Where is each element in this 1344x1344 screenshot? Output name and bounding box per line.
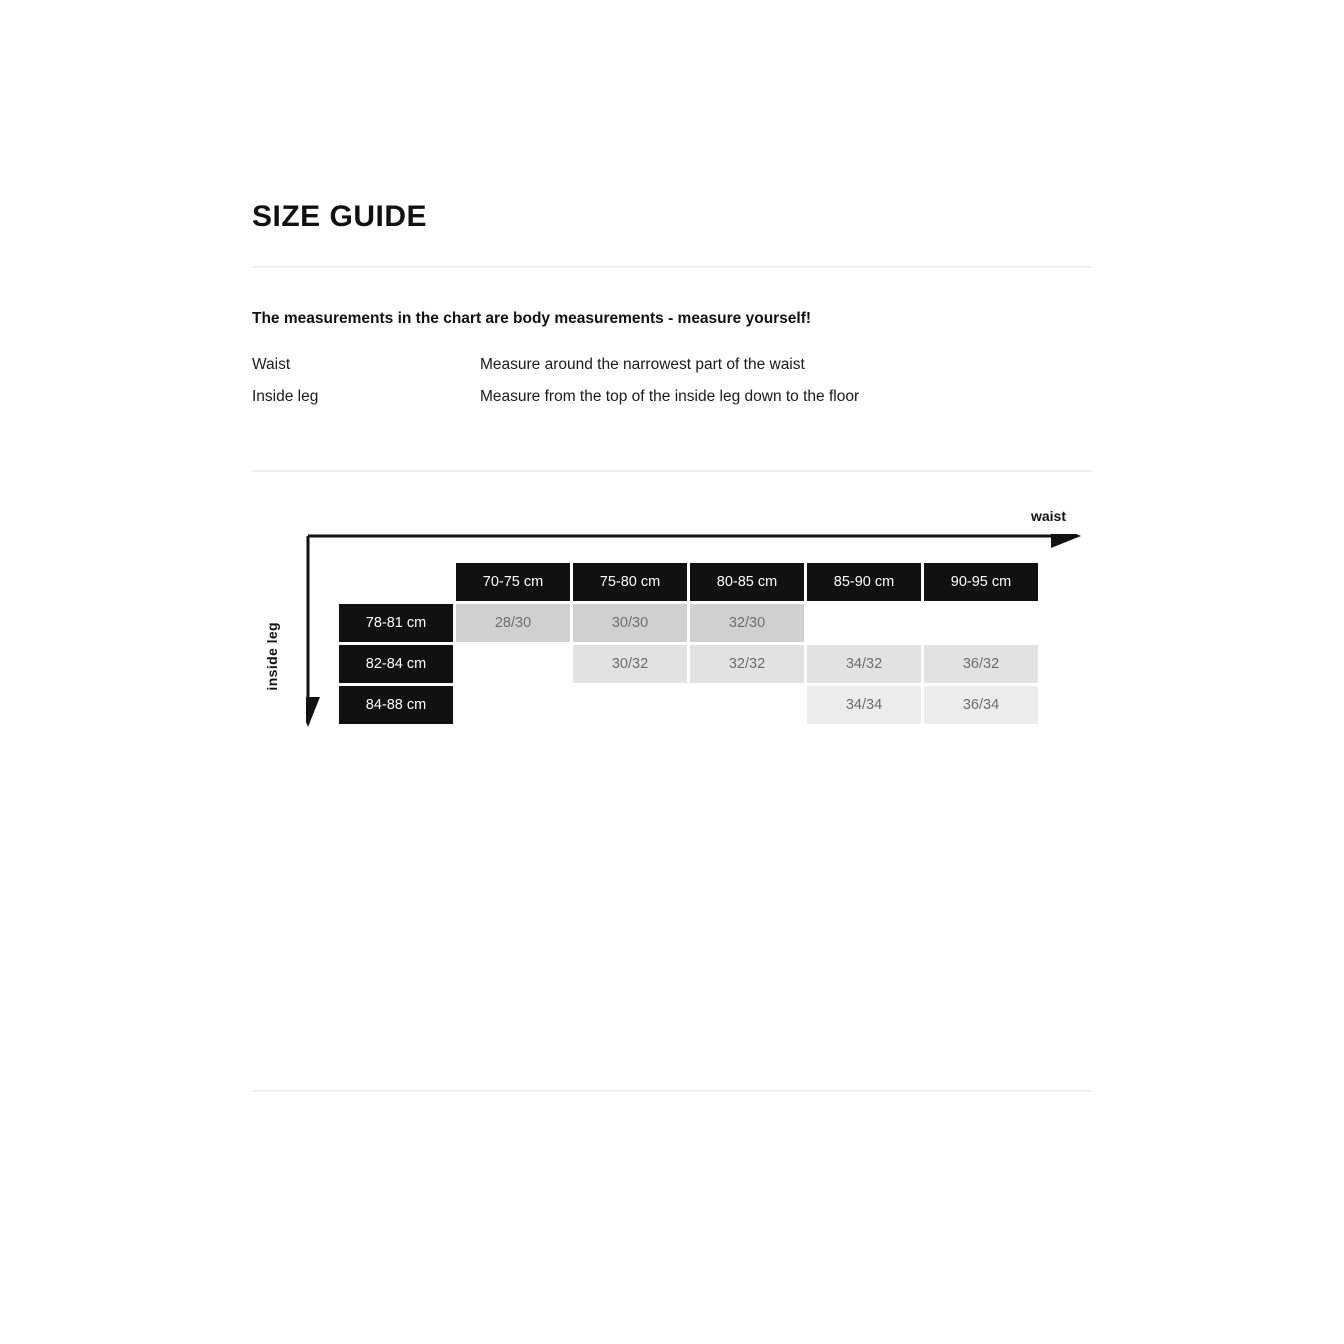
row-header-2: 82-84 cm <box>339 645 453 683</box>
definition-row-waist <box>252 356 1092 374</box>
table-row <box>339 645 1038 683</box>
table-corner-cell <box>339 563 453 601</box>
size-cell-r3c2 <box>573 686 687 724</box>
size-cell-r3c1 <box>456 686 570 724</box>
table-row <box>339 604 1038 642</box>
intro-heading: The measurements in the chart are body measurements - measure yourself! <box>252 310 812 327</box>
size-cell-r1c3: 32/30 <box>690 604 804 642</box>
intro-section <box>252 268 1092 470</box>
size-cell-r1c4 <box>807 604 921 642</box>
column-header-1: 70-75 cm <box>456 563 570 601</box>
definition-term-inside-leg: Inside leg <box>252 388 319 405</box>
axis-label-waist: waist <box>1030 508 1066 524</box>
definition-description-waist: Measure around the narrowest part of the waist <box>480 356 805 373</box>
size-cell-r3c4: 34/34 <box>807 686 921 724</box>
row-header-3: 84-88 cm <box>339 686 453 724</box>
table-row <box>339 686 1038 724</box>
column-header-2: 75-80 cm <box>573 563 687 601</box>
page-title: SIZE GUIDE <box>252 200 428 233</box>
definition-description-inside-leg: Measure from the top of the inside leg down to the floor <box>480 388 860 405</box>
size-table <box>336 560 1041 727</box>
size-cell-r2c2: 30/32 <box>573 645 687 683</box>
size-cell-r2c3: 32/32 <box>690 645 804 683</box>
divider-bottom <box>252 1090 1092 1092</box>
size-guide-page <box>252 200 1092 806</box>
spacer <box>252 420 1092 470</box>
column-header-5: 90-95 cm <box>924 563 1038 601</box>
size-cell-r1c1: 28/30 <box>456 604 570 642</box>
size-cell-r3c5: 36/34 <box>924 686 1038 724</box>
size-cell-r1c5 <box>924 604 1038 642</box>
column-header-4: 85-90 cm <box>807 563 921 601</box>
axis-label-inside-leg: inside leg <box>264 622 280 691</box>
row-header-1: 78-81 cm <box>339 604 453 642</box>
column-header-3: 80-85 cm <box>690 563 804 601</box>
size-cell-r3c3 <box>690 686 804 724</box>
size-chart <box>252 472 1092 806</box>
divider-bottom-wrap <box>252 1090 1092 1092</box>
size-cell-r1c2: 30/30 <box>573 604 687 642</box>
definition-term-waist: Waist <box>252 356 291 373</box>
size-cell-r2c4: 34/32 <box>807 645 921 683</box>
definition-row-inside-leg <box>252 388 1092 406</box>
table-header-row <box>339 563 1038 601</box>
size-cell-r2c1 <box>456 645 570 683</box>
size-cell-r2c5: 36/32 <box>924 645 1038 683</box>
